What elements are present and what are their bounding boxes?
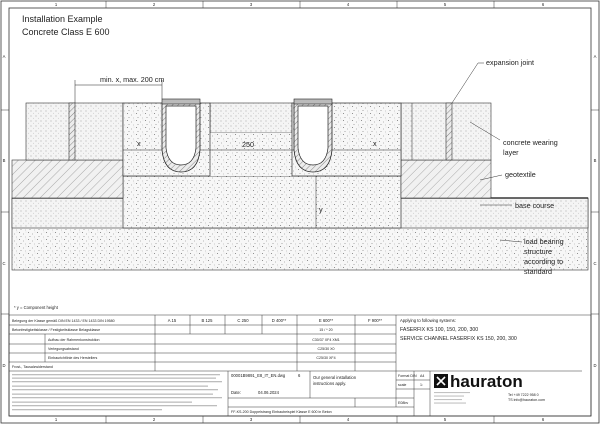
dim-spacing: min. x, max. 200 cm <box>100 75 165 84</box>
general-instructions-2: instructions apply. <box>313 381 347 386</box>
format-label: Format DIN <box>398 374 417 378</box>
col-label: 6 <box>541 2 545 7</box>
dim-x-left: x <box>137 139 141 148</box>
class-f900: F 900** <box>368 318 382 323</box>
grating-right <box>294 99 332 104</box>
sheet-ref: E08bv <box>398 401 409 405</box>
class-a15: A 15 <box>167 318 177 323</box>
e600-value: C25/30 X0 <box>317 347 335 351</box>
legal-text-block <box>12 374 222 410</box>
col-label: 4 <box>346 2 350 7</box>
applying-line-1: FASERFIX KS 100, 150, 200, 300 <box>400 327 479 333</box>
col-label: 3 <box>249 417 253 422</box>
col-label: 4 <box>346 417 350 422</box>
col-label: 1 <box>54 417 58 422</box>
drawing-caption: FF-KS-200 Doppelstrang Einbaubeispiel Klasse E 600 in Beton <box>231 410 332 414</box>
left-note: Einbaurichtlinie des Herstellers <box>48 356 98 360</box>
e600-value: C25/30 XF4 <box>316 356 336 360</box>
email: TS info@hauraton.com <box>508 398 546 402</box>
concrete-bed <box>123 176 401 228</box>
drawing-subtitle: Concrete Class E 600 <box>22 27 110 37</box>
table-r2-label: Betonfestigkeitsklasse / Festigkeitsklasse Belagsklasse <box>12 328 101 332</box>
general-instructions-1: Our general installation <box>313 375 357 380</box>
class-d400: D 400** <box>271 318 287 323</box>
row-label: C <box>593 261 597 266</box>
col-label: 6 <box>541 417 545 422</box>
callout-expansion-joint: expansion joint <box>486 58 534 67</box>
sub-layer-left <box>12 160 123 198</box>
e600-value: 15 / * 20 <box>319 328 333 332</box>
left-note: Aufbau der Rahmenkonstruktion <box>48 338 100 342</box>
callout-load-bearing-4: standard <box>524 267 552 276</box>
class-e600: E 600** <box>318 318 334 323</box>
scale-value: 1: <box>420 383 423 387</box>
scale-label: scale <box>398 383 407 387</box>
table-r1-label: Belegung der Klasse gemäß DIN EN 1433 / EN 1433 DIN 19580 <box>12 319 115 323</box>
date-value: 04.06.2024 <box>258 390 279 395</box>
col-label: 1 <box>54 2 58 7</box>
format-value: A4 <box>420 374 425 378</box>
applying-heading: Applying to following systems: <box>400 318 456 323</box>
row-label: A <box>2 54 6 59</box>
svg-text:hauraton: hauraton <box>450 372 523 391</box>
col-label: 2 <box>152 417 156 422</box>
callout-load-bearing-3: according to <box>524 257 564 266</box>
class-c250: C 250 <box>237 318 249 323</box>
dim-250: 250 <box>242 140 254 149</box>
file-name: 00001B9891_E8_IT_EN.dwg <box>231 373 286 378</box>
wearing-layer-middle <box>210 103 292 133</box>
applying-line-2: SERVICE CHANNEL FASERFIX KS 150, 200, 300 <box>400 336 517 342</box>
row-label: A <box>593 54 597 59</box>
grating-left <box>162 99 200 104</box>
footnote: * y = Component height <box>14 305 58 310</box>
channel-right <box>292 99 401 176</box>
callout-concrete-wearing-2: layer <box>503 148 519 157</box>
callout-geotextile: geotextile <box>505 170 536 179</box>
callout-load-bearing-2: structure <box>524 247 552 256</box>
row-label: C <box>2 261 6 266</box>
drawing-title: Installation Example <box>22 14 103 24</box>
row-label: B <box>2 158 6 163</box>
date-label: Date: <box>231 390 242 395</box>
expansion-joint-left <box>69 103 75 160</box>
sub-layer-right <box>401 160 491 198</box>
cross-section <box>12 63 588 270</box>
hauraton-logo <box>434 372 523 391</box>
row-label: D <box>593 363 597 368</box>
row-label: B <box>593 158 597 163</box>
left-note: Frost-, Tausalzwiderstand <box>12 365 53 369</box>
phone: Tel +49 7222 958 0 <box>508 393 539 397</box>
dim-y: y <box>319 205 323 214</box>
col-label: 3 <box>249 2 253 7</box>
callout-concrete-wearing-1: concrete wearing <box>503 138 558 147</box>
col-label: 2 <box>152 2 156 7</box>
left-note: Verlegungsabstand <box>48 347 79 351</box>
address-block <box>434 392 470 404</box>
class-b125: B 125 <box>201 318 213 323</box>
col-label: 5 <box>443 2 447 7</box>
channel-left <box>123 99 210 176</box>
dim-x-right: x <box>373 139 377 148</box>
callout-load-bearing-1: load bearing <box>524 237 564 246</box>
expansion-joint-right <box>446 103 452 160</box>
row-label: D <box>2 363 6 368</box>
col-label: 5 <box>443 417 447 422</box>
callout-base-course: base course <box>515 201 555 210</box>
revision: 6 <box>298 373 301 378</box>
e600-value: C30/37 XF4 XM1 <box>312 338 340 342</box>
